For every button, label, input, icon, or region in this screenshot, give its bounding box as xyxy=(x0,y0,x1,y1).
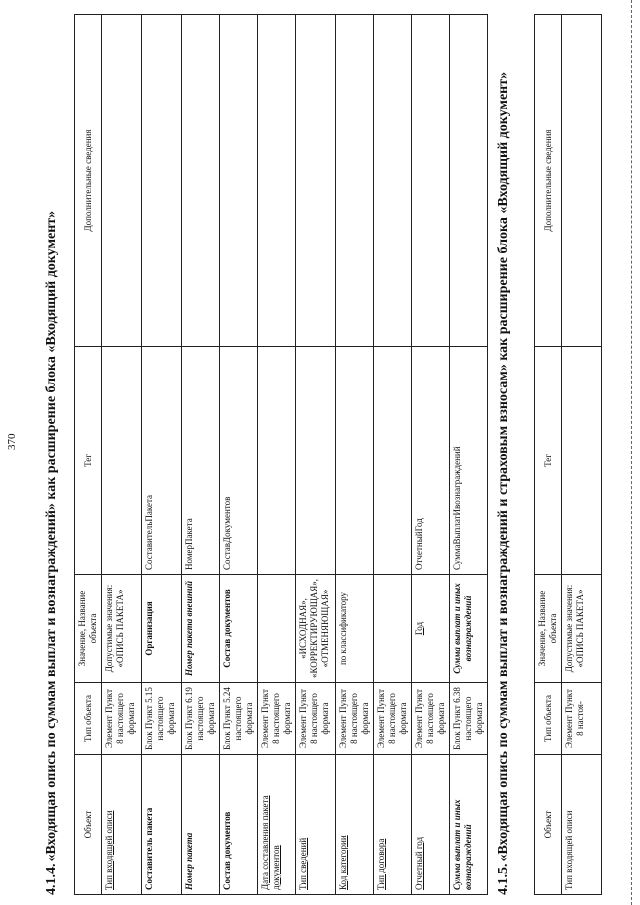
cell-value: Год xyxy=(412,575,450,683)
cell-object: Тип входящей описи xyxy=(562,755,602,895)
cell-value: Сумма выплат и иных вознаграждений xyxy=(450,575,488,683)
cell-type: Элемент Пункт 8 настоящего формата xyxy=(336,683,374,755)
cell-object: Сумма выплат и иных вознаграждений xyxy=(450,755,488,895)
cell-value xyxy=(258,575,296,683)
cell-value: по классификатору xyxy=(336,575,374,683)
cell-info xyxy=(182,15,220,347)
cell-object: Состав документов xyxy=(220,755,258,895)
table-row xyxy=(562,15,602,895)
table-row xyxy=(182,15,220,895)
cell-tag xyxy=(336,347,374,575)
cell-info xyxy=(412,15,450,347)
table-row xyxy=(296,15,336,895)
header-value: Значение, Название объекта xyxy=(75,575,102,683)
cell-object: Тип входящей описи xyxy=(102,755,142,895)
cell-object: Тип договора xyxy=(374,755,412,895)
cell-object: Дата составления пакета документов xyxy=(258,755,296,895)
cell-info xyxy=(258,15,296,347)
cell-type: Элемент Пункт 8 настоя- xyxy=(562,683,602,755)
table-header-row xyxy=(75,15,102,895)
cell-info xyxy=(142,15,182,347)
table-row xyxy=(412,15,450,895)
header-object: Объект xyxy=(75,755,102,895)
cell-tag: СоставительПакета xyxy=(142,347,182,575)
cell-info xyxy=(450,15,488,347)
cell-value xyxy=(374,575,412,683)
cell-value: Состав документов xyxy=(220,575,258,683)
cell-info xyxy=(102,15,142,347)
cell-object: Номер пакета xyxy=(182,755,220,895)
cell-tag xyxy=(562,347,602,575)
section-title: «Входящая опись по суммам выплат и вознаграждений» как расширение блока «Входящий документ» xyxy=(44,210,59,862)
table-row xyxy=(374,15,412,895)
header-tag: Тег xyxy=(535,347,562,575)
table-414 xyxy=(74,14,488,895)
table-row xyxy=(220,15,258,895)
section-heading-414 xyxy=(44,25,60,895)
section-number: 4.1.5. xyxy=(496,863,511,895)
cell-type: Блок Пункт 5.24 настоящего формата xyxy=(220,683,258,755)
cell-tag xyxy=(296,347,336,575)
header-value: Значение, Название объекта xyxy=(535,575,562,683)
section-heading-415 xyxy=(496,15,512,895)
page-number: 370 xyxy=(6,433,18,450)
cell-value: Организация xyxy=(142,575,182,683)
cell-info xyxy=(296,15,336,347)
cell-object: Отчетный год xyxy=(412,755,450,895)
table-row xyxy=(336,15,374,895)
cell-tag xyxy=(374,347,412,575)
section-number: 4.1.4. xyxy=(44,863,59,895)
cell-type: Элемент Пункт 8 настоящего формата xyxy=(296,683,336,755)
header-object: Объект xyxy=(535,755,562,895)
cell-object: Код категории xyxy=(336,755,374,895)
table-row xyxy=(102,15,142,895)
cell-type: Блок Пункт 6.19 настоящего формата xyxy=(182,683,220,755)
cell-tag: ОтчетныйГод xyxy=(412,347,450,575)
cell-tag xyxy=(102,347,142,575)
table-row xyxy=(142,15,182,895)
header-type: Тип объекта xyxy=(75,683,102,755)
section-title: «Входящая опись по суммам выплат и вознаграждений и страховым взносам» как расширение блока «Входящий документ» xyxy=(496,71,511,862)
cell-tag: СоставДокументов xyxy=(220,347,258,575)
cell-value: «ИСХОДНАЯ», «КОРРЕКТИРУЮЩАЯ», «ОТМЕНЯЮЩАЯ» xyxy=(296,575,336,683)
cell-info xyxy=(562,15,602,347)
header-info: Дополнительные сведения xyxy=(535,15,562,347)
cell-value: Допустимые значения: «ОПИСЬ ПАКЕТА» xyxy=(102,575,142,683)
table-row xyxy=(450,15,488,895)
cell-info xyxy=(336,15,374,347)
table-row xyxy=(258,15,296,895)
table-415 xyxy=(534,14,602,895)
cell-object: Составитель пакета xyxy=(142,755,182,895)
cell-tag xyxy=(258,347,296,575)
header-type: Тип объекта xyxy=(535,683,562,755)
cell-value: Допустимые значения: «ОПИСЬ ПАКЕТА» xyxy=(562,575,602,683)
cell-type: Элемент Пункт 8 настоящего формата xyxy=(412,683,450,755)
cell-object: Тип сведений xyxy=(296,755,336,895)
cell-type: Элемент Пункт 8 настоящего формата xyxy=(102,683,142,755)
cell-info xyxy=(220,15,258,347)
cell-info xyxy=(374,15,412,347)
header-tag: Тег xyxy=(75,347,102,575)
header-info: Дополнительные сведения xyxy=(75,15,102,347)
cell-type: Блок Пункт 5.15 настоящего формата xyxy=(142,683,182,755)
cell-type: Элемент Пункт 8 настоящего формата xyxy=(374,683,412,755)
cell-value: Номер пакета внешний xyxy=(182,575,220,683)
cell-type: Блок Пункт 6.38 настоящего формата xyxy=(450,683,488,755)
cell-tag: СуммаВыплатИвознаграждений xyxy=(450,347,488,575)
cell-type: Элемент Пункт 8 настоящего формата xyxy=(258,683,296,755)
cell-tag: НомерПакета xyxy=(182,347,220,575)
table-header-row xyxy=(535,15,562,895)
